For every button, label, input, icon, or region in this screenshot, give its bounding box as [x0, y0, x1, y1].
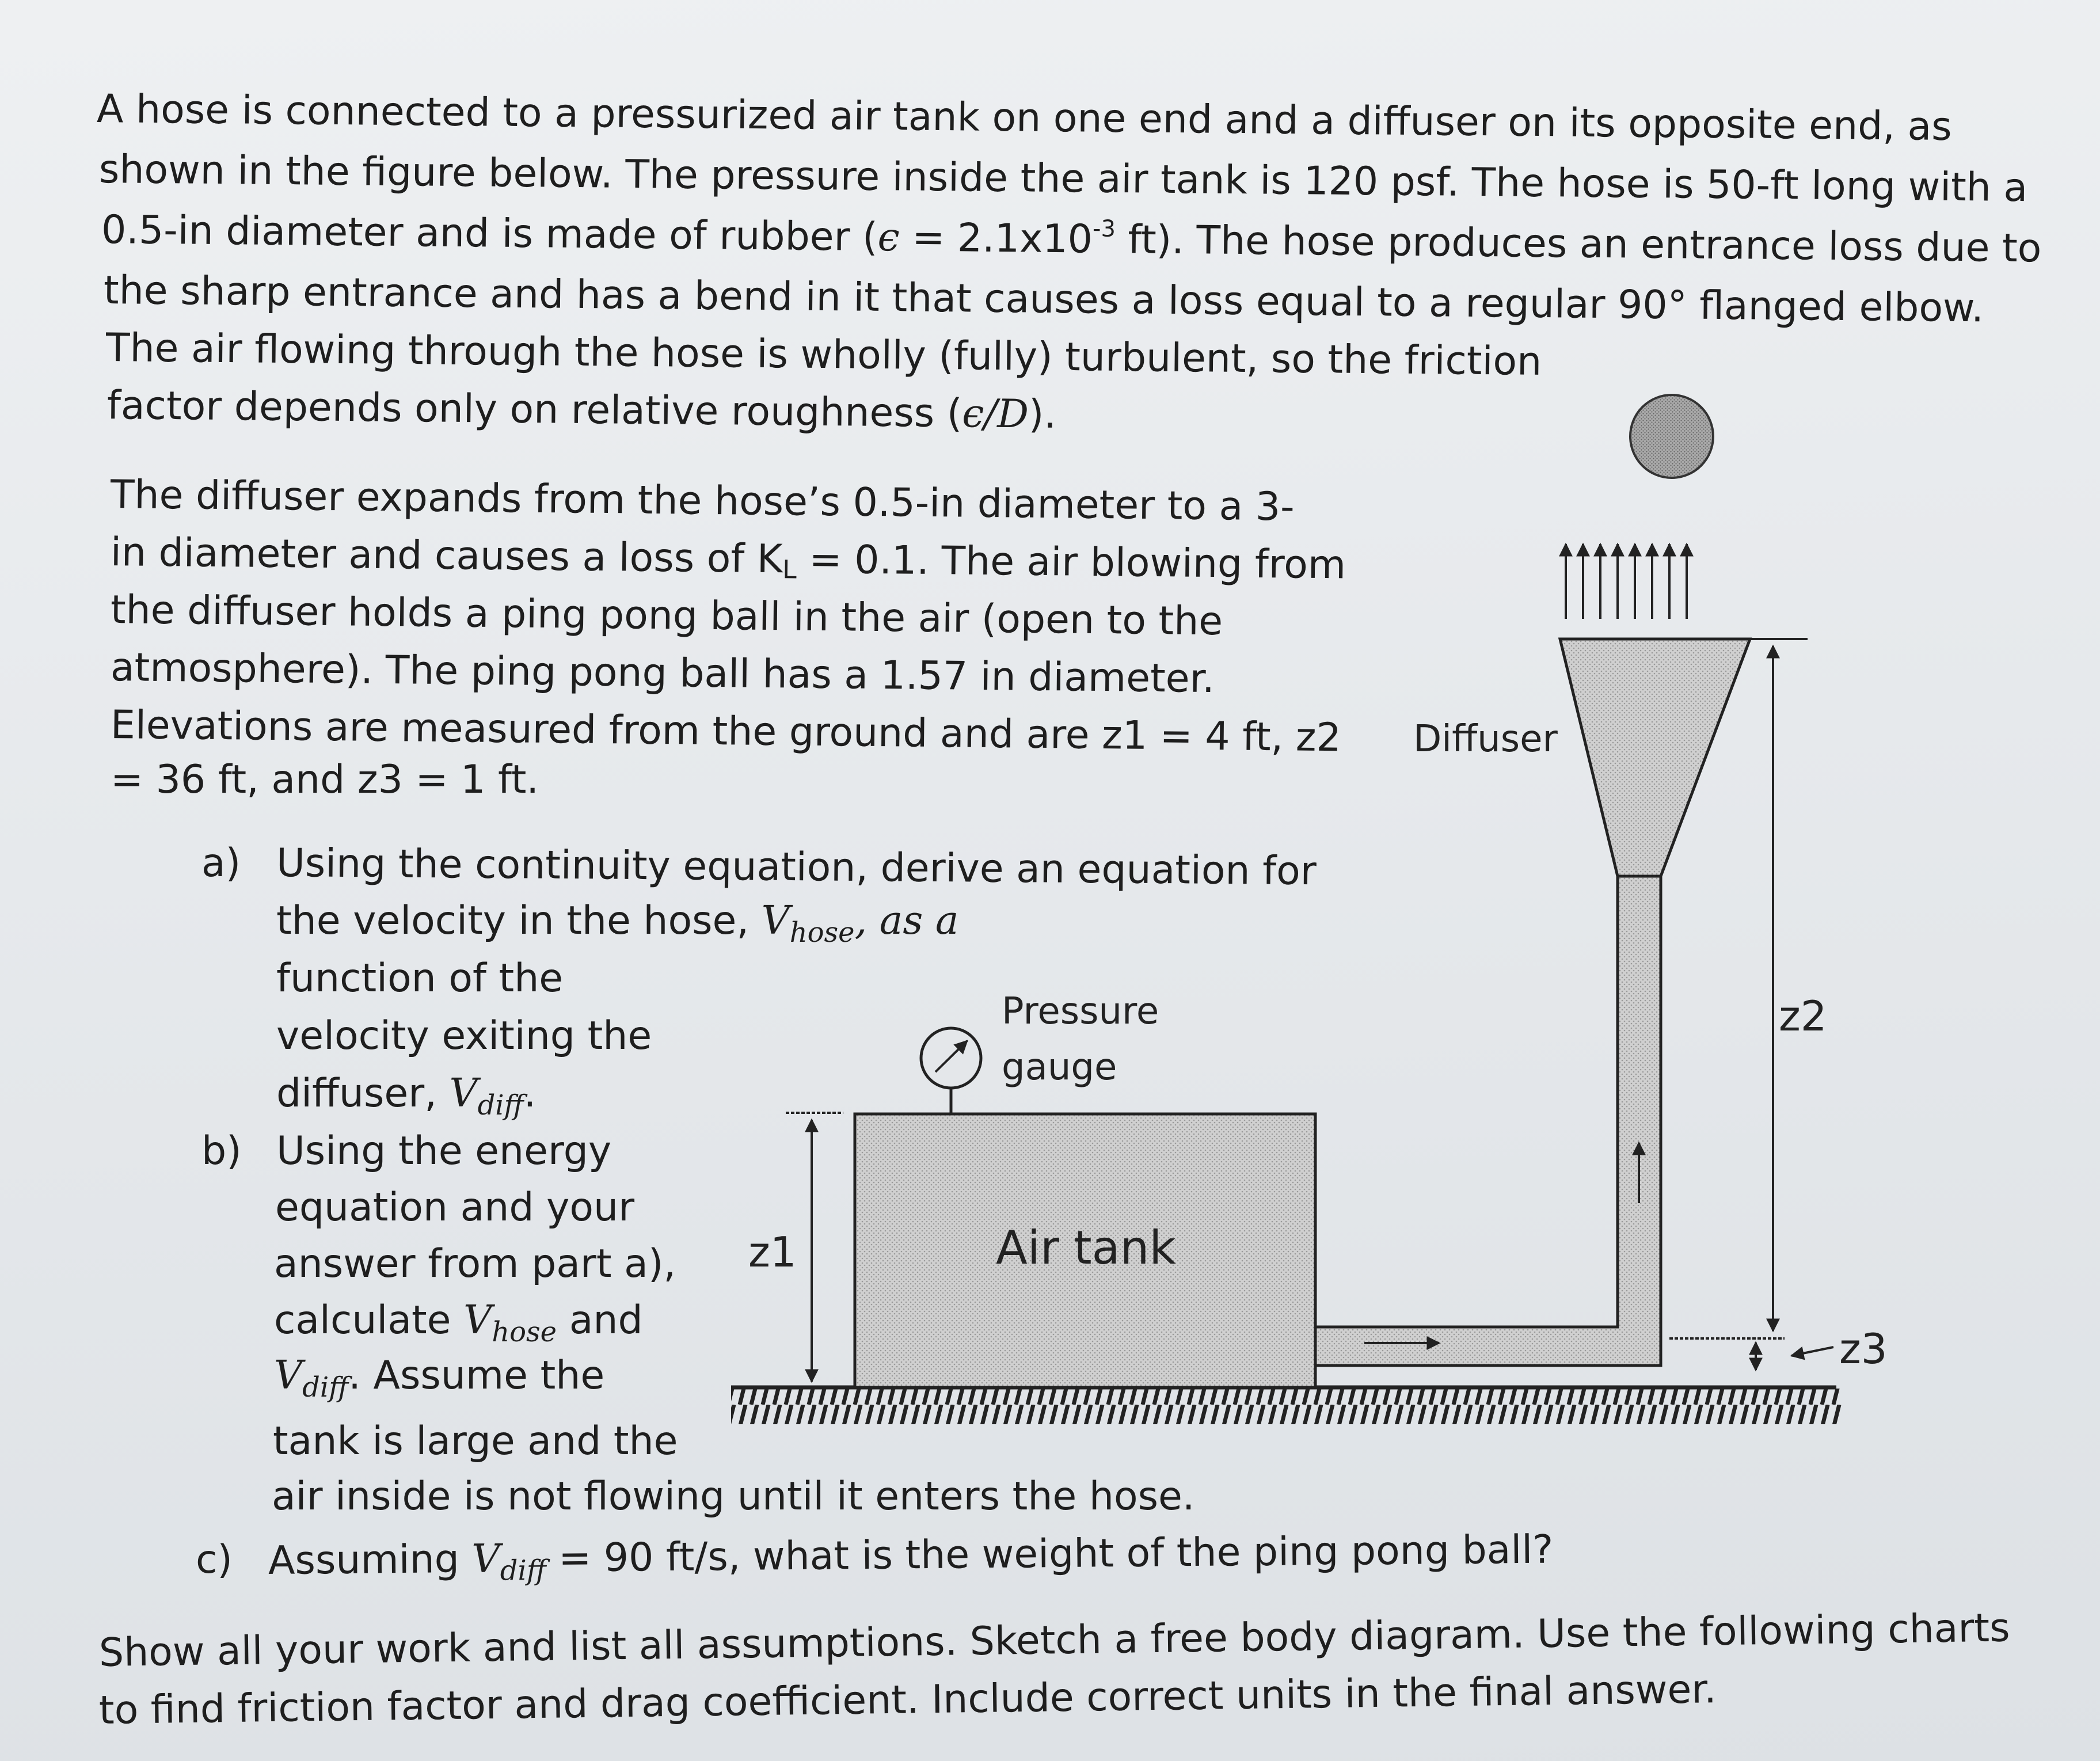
text-line: Assuming $V_{diff} = 90$ ft/s, what is the weight of the ping pong ball?: [268, 1527, 1554, 1587]
text-line: calculate $V_{hose}$ and: [274, 1298, 643, 1348]
text-line: Elevations are measured from the ground and are z1 = 4 ft, z2: [110, 702, 1342, 761]
text-line: The diffuser expands from the hose’s 0.5-in diameter to a 3-: [110, 472, 1295, 530]
z2-label: z2: [1779, 992, 1827, 1040]
z2-dimension: [1750, 639, 1808, 1331]
air-flow-arrows: [1566, 544, 1687, 619]
z1-label: z1: [748, 1228, 797, 1276]
text-line: The air flowing through the hose is wholly (fully) turbulent, so the friction: [105, 325, 1542, 385]
text-line: air inside is not flowing until it enters the hose.: [272, 1474, 1195, 1519]
text-line: factor depends only on relative roughness (ϵ/D).: [106, 383, 1057, 438]
text-line: to find friction factor and drag coefficient. Include correct units in the final answer.: [98, 1667, 1717, 1733]
text-line: answer from part a),: [274, 1241, 676, 1287]
list-marker: c): [196, 1537, 233, 1583]
text-line: atmosphere). The ping pong ball has a 1.57 in diameter.: [110, 645, 1215, 702]
text-line: equation and your: [275, 1185, 635, 1230]
list-marker: a): [201, 840, 241, 886]
ping-pong-ball: [1630, 395, 1713, 478]
text-line: $V_{diff}$. Assume the: [274, 1353, 605, 1404]
list-marker: b): [201, 1128, 242, 1174]
text-line: function of the: [276, 956, 564, 1001]
z3-dimension: [1669, 1338, 1833, 1370]
text-line: Using the continuity equation, derive an equation for: [276, 840, 1317, 895]
text-line: Using the energy: [276, 1128, 612, 1174]
text-line: = 36 ft, and z3 = 1 ft.: [111, 757, 539, 802]
pressure-gauge: [921, 1028, 981, 1114]
text-line: diffuser, $V_{diff}$.: [276, 1071, 537, 1121]
text-line: Show all your work and list all assumptions. Sketch a free body diagram. Use the following charts: [98, 1605, 2010, 1676]
text-line: the velocity in the hose, $V_{hose}$, as a: [276, 898, 959, 949]
text-line: 0.5-in diameter and is made of rubber ($\epsilon = 2.1x10^{-3}$ ft). The hose produces an entrance loss due to: [101, 207, 2042, 272]
air-tank-label: Air tank: [996, 1221, 1176, 1275]
text-line: the diffuser holds a ping pong ball in the air (open to the: [110, 587, 1223, 645]
text-line: velocity exiting the: [276, 1013, 652, 1059]
text-line: A hose is connected to a pressurized air tank on one end and a diffuser on its opposite end, as: [96, 86, 1953, 150]
text-line: the sharp entrance and has a bend in it that causes a loss equal to a regular 90° flanged elbow.: [103, 268, 1984, 332]
diffuser: [1560, 639, 1750, 876]
ground: [731, 1387, 1842, 1424]
pressure-gauge-label: Pressure: [1002, 990, 1159, 1033]
pressure-gauge-label: gauge: [1002, 1046, 1117, 1089]
text-line: shown in the figure below. The pressure inside the air tank is 120 psf. The hose is 50-ft long with a: [98, 147, 2028, 211]
z3-label: z3: [1839, 1325, 1888, 1373]
text-line: tank is large and the: [273, 1418, 678, 1464]
hose: [1315, 875, 1661, 1366]
diffuser-label: Diffuser: [1413, 718, 1558, 760]
text-line: in diameter and causes a loss of KL = 0.1. The air blowing from: [110, 530, 1346, 588]
